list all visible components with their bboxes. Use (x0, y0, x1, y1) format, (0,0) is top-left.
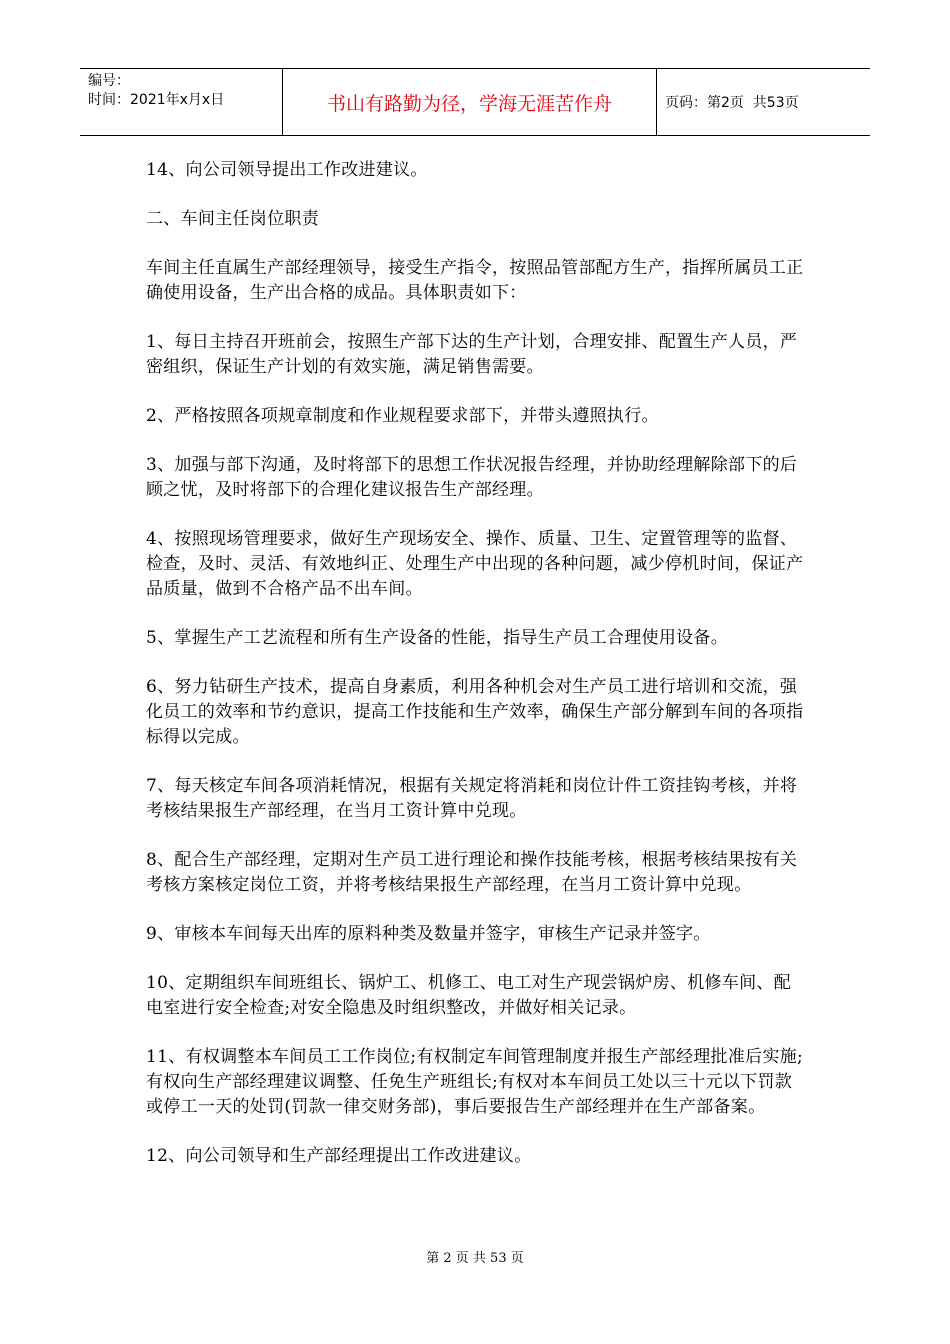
paragraph: 8、配合生产部经理，定期对生产员工进行理论和操作技能考核，根据考核结果按有关考核方案核定岗位工资，并将考核结果报生产部经理，在当月工资计算中兑现。 (146, 850, 798, 895)
document-header (80, 68, 870, 136)
paragraph: 3、加强与部下沟通，及时将部下的思想工作状况报告经理，并协助经理解除部下的后顾之忧，及时将部下的合理化建议报告生产部经理。 (146, 455, 798, 500)
paragraph: 12、向公司领导和生产部经理提出工作改进建议。 (146, 1146, 532, 1166)
paragraph: 5、掌握生产工艺流程和所有生产设备的性能，指导生产员工合理使用设备。 (146, 628, 729, 648)
header-page-info (657, 69, 870, 135)
page-footer-text: 第 2 页 共 53 页 (426, 1251, 524, 1266)
paragraph: 9、审核本车间每天出库的原料种类及数量并签字，审核生产记录并签字。 (146, 924, 711, 944)
paragraph: 车间主任直属生产部经理领导，接受生产指令，按照品管部配方生产，指挥所属员工正确使用设备，生产出合格的成品。具体职责如下： (146, 258, 804, 303)
page-footer (0, 1247, 950, 1266)
time-label: 时间：2021年x月x日 (88, 92, 225, 108)
header-meta (80, 69, 283, 135)
page-info-text: 页码：第2页 共53页 (665, 95, 799, 111)
paragraph: 6、努力钻研生产技术，提高自身素质，利用各种机会对生产员工进行培训和交流，强化员工的效率和节约意识，提高工作技能和生产效率，确保生产部分解到车间的各项指标得以完成。 (146, 677, 804, 747)
document-body (146, 158, 806, 1193)
motto-text: 书山有路勤为径，学海无涯苦作舟 (326, 92, 612, 115)
header-motto (283, 69, 657, 135)
paragraph: 7、每天核定车间各项消耗情况，根据有关规定将消耗和岗位计件工资挂钩考核，并将考核结果报生产部经理，在当月工资计算中兑现。 (146, 776, 798, 821)
paragraph: 11、有权调整本车间员工工作岗位;有权制定车间管理制度并报生产部经理批准后实施;有权向生产部经理建议调整、任免生产班组长;有权对本车间员工处以三十元以下罚款或停工一天的处罚(罚款一律交财务部)，事后要报告生产部经理并在生产部备案。 (146, 1047, 804, 1117)
paragraph: 1、每日主持召开班前会，按照生产部下达的生产计划，合理安排、配置生产人员，严密组织，保证生产计划的有效实施，满足销售需要。 (146, 332, 798, 377)
paragraph: 10、定期组织车间班组长、锅炉工、机修工、电工对生产现尝锅炉房、机修车间、配电室进行安全检查;对安全隐患及时组织整改，并做好相关记录。 (146, 973, 792, 1018)
paragraph: 14、向公司领导提出工作改进建议。 (146, 160, 428, 180)
number-label: 编号： (88, 73, 130, 89)
paragraph: 2、严格按照各项规章制度和作业规程要求部下，并带头遵照执行。 (146, 406, 659, 426)
section-heading: 二、车间主任岗位职责 (146, 209, 319, 229)
paragraph: 4、按照现场管理要求，做好生产现场安全、操作、质量、卫生、定置管理等的监督、检查，及时、灵活、有效地纠正、处理生产中出现的各种问题，减少停机时间，保证产品质量，做到不合格产品不出车间。 (146, 529, 804, 599)
